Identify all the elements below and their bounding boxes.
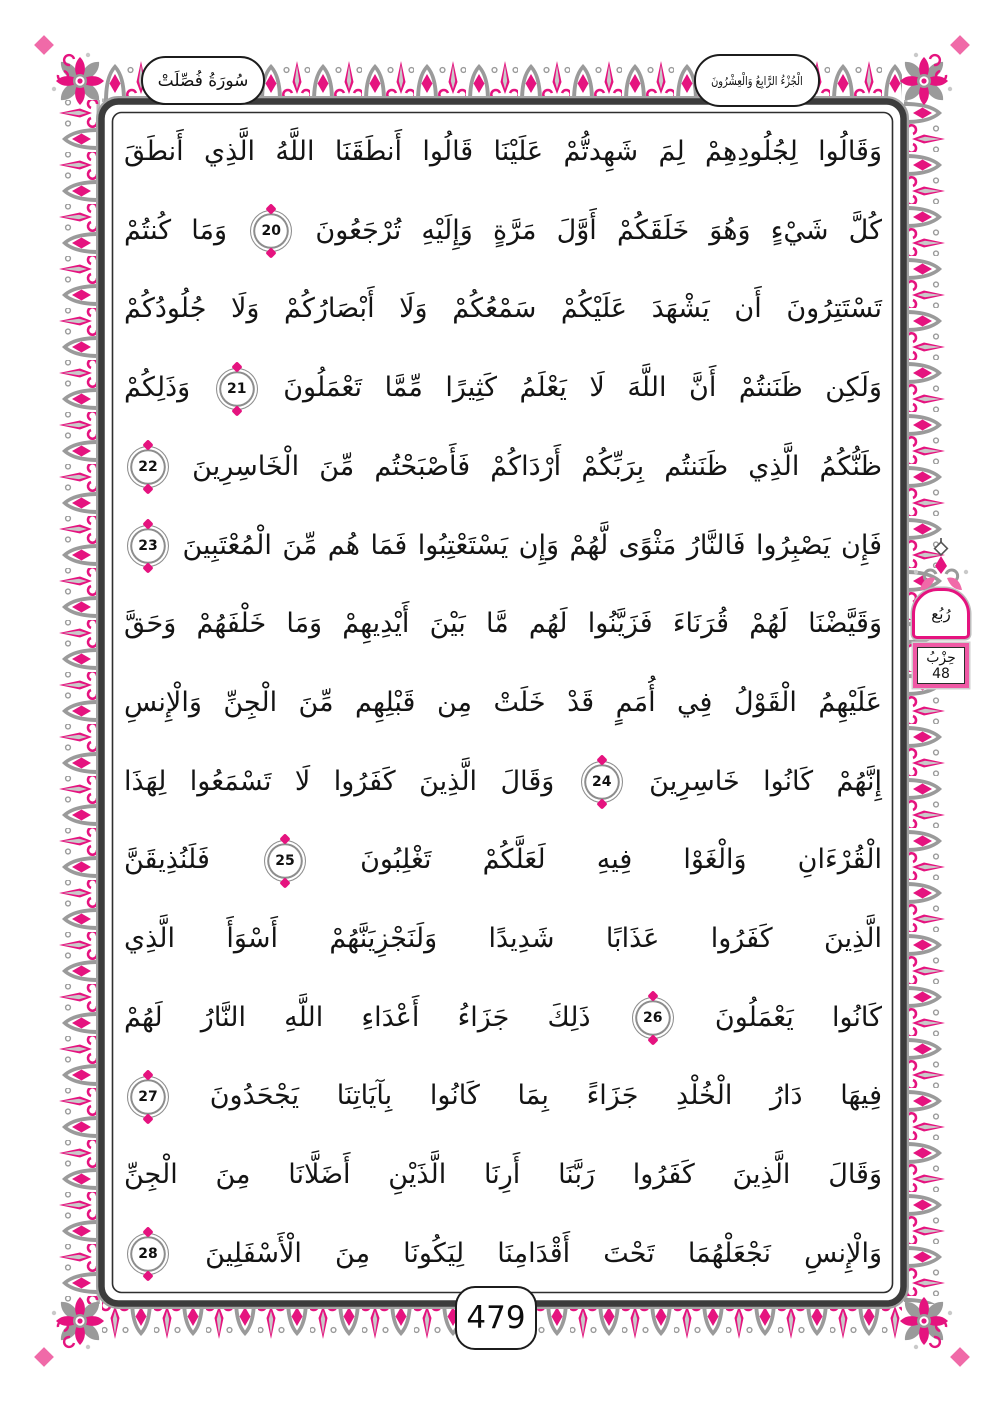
quran-line (124, 1058, 882, 1134)
border-right-band (904, 100, 951, 1304)
ayah-number-medallion (127, 446, 169, 488)
quran-line-text: وَقَالَ الَّذِينَ كَفَرُوا رَبَّنَا أَرِنَا الَّذَيْنِ أَضَلَّانَا مِنَ الْجِنِّ (124, 1159, 882, 1191)
juz-title-cartouche (694, 54, 820, 107)
quran-line-text: وَالْإِنسِ نَجْعَلْهُمَا تَحْتَ أَقْدَامِنَا لِيَكُونَا مِنَ الْأَسْفَلِينَ (205, 1237, 882, 1269)
quran-line (124, 744, 882, 820)
quran-line (124, 665, 882, 741)
hizb-number: 48 (932, 666, 950, 683)
quran-line-text: الْقُرْءَانِ وَالْغَوْا فِيهِ لَعَلَّكُمْ تَغْلِبُونَ (360, 844, 882, 876)
border-left-band (56, 100, 100, 1304)
quran-line-text: وَقَيَّضْنَا لَهُمْ قُرَنَاءَ فَزَيَّنُوا لَهُم مَّا بَيْنَ أَيْدِيهِمْ وَمَا خَلْفَهُمْ وَحَقَّ (124, 608, 882, 640)
quran-line-text: كَانُوا يَعْمَلُونَ (714, 1001, 882, 1033)
hizb-marker-box (917, 647, 965, 684)
ayah-number: 21 (226, 380, 247, 397)
quran-line (124, 193, 882, 269)
corner-ornament-bottom-left (34, 1297, 104, 1367)
quran-line-text: وَمَا كُنتُمْ (124, 214, 228, 246)
quran-line (124, 429, 882, 505)
quran-line-text: تَسْتَتِرُونَ أَن يَشْهَدَ عَلَيْكُمْ سَمْعُكُمْ وَلَا أَبْصَارُكُمْ وَلَا جُلُودُكُمْ (124, 293, 882, 325)
quran-line-text: ذَلِكَ جَزَاءُ أَعْدَاءِ اللَّهِ النَّارُ لَهُمْ (124, 1001, 591, 1033)
corner-ornament-top-right (900, 35, 970, 105)
ayah-number-medallion (127, 525, 169, 567)
quran-line-text: الَّذِينَ كَفَرُوا عَذَابًا شَدِيدًا وَلَنَجْزِيَنَّهُمْ أَسْوَأَ الَّذِي (124, 923, 882, 955)
quran-line (124, 350, 882, 426)
ayah-number: 22 (138, 459, 158, 476)
quran-line-text: فَلَنُذِيقَنَّ (124, 844, 210, 876)
quran-line-text: إِنَّهُمْ كَانُوا خَاسِرِينَ (649, 765, 882, 797)
quran-line-text: وَقَالُوا لِجُلُودِهِمْ لِمَ شَهِدتُّمْ عَلَيْنَا قَالُوا أَنطَقَنَا اللَّهُ الَّذِي أَنطَقَ (124, 136, 882, 167)
quran-line (124, 271, 882, 347)
quran-line-text: كُلَّ شَيْءٍ وَهُوَ خَلَقَكُمْ أَوَّلَ مَرَّةٍ وَإِلَيْهِ تُرْجَعُونَ (315, 214, 882, 246)
corner-ornament-top-left (34, 35, 104, 105)
quran-line (124, 508, 882, 584)
ayah-number-medallion (581, 761, 623, 803)
ayah-number-medallion (127, 1233, 169, 1275)
ayah-number: 23 (138, 538, 158, 555)
rub-marker-dome (912, 588, 970, 639)
quran-line-text: وَقَالَ الَّذِينَ كَفَرُوا لَا تَسْمَعُوا لِهَذَا (124, 765, 555, 797)
quran-line-text: فَإِن يَصْبِرُوا فَالنَّارُ مَثْوًى لَّهُمْ وَإِن يَسْتَعْتِبُوا فَمَا هُم مِّنَ الْمُعْتَبِينَ (182, 529, 882, 561)
corner-ornament-bottom-right (900, 1297, 970, 1367)
quran-line-text: ظَنُّكُمُ الَّذِي ظَنَنتُم بِرَبِّكُمْ أَرْدَاكُمْ فَأَصْبَحْتُم مِّنَ الْخَاسِرِينَ (192, 450, 882, 482)
quran-line-text: وَلَكِن ظَنَنتُمْ أَنَّ اللَّهَ لَا يَعْلَمُ كَثِيرًا مِّمَّا تَعْمَلُونَ (283, 372, 882, 404)
ayah-number: 27 (138, 1088, 158, 1105)
quran-line (124, 586, 882, 662)
quran-line (124, 822, 882, 898)
ayah-number-medallion (264, 840, 306, 882)
rub-hizb-marker (907, 538, 975, 684)
quran-line (124, 1216, 882, 1292)
page-number: 479 (466, 1300, 526, 1336)
surah-title-cartouche (141, 56, 265, 105)
juz-title: الْجُزْءُ الرَّابِعُ وَالْعِشْرُونَ (711, 73, 803, 88)
quran-line-text: فِيهَا دَارُ الْخُلْدِ جَزَاءً بِمَا كَانُوا بِآيَاتِنَا يَجْحَدُونَ (209, 1080, 882, 1112)
ayah-number-medallion (632, 997, 674, 1039)
ayah-number-medallion (216, 368, 258, 410)
page-number-capsule (455, 1286, 537, 1350)
ayah-number: 26 (643, 1010, 663, 1027)
ayah-number: 25 (275, 852, 295, 869)
quran-line (124, 1137, 882, 1213)
quran-line-text: عَلَيْهِمُ الْقَوْلُ فِي أُمَمٍ قَدْ خَلَتْ مِن قَبْلِهِم مِّنَ الْجِنِّ وَالْإِنسِ (124, 686, 882, 718)
rub-label: رُبُع (931, 604, 951, 623)
ayah-number: 28 (138, 1246, 158, 1263)
ayah-number-medallion (127, 1076, 169, 1118)
ayah-number-medallion (250, 210, 292, 252)
quran-text-block (124, 114, 882, 1292)
quran-line-text: وَذَلِكُمْ (124, 372, 191, 404)
surah-title: سُورَةُ فُصِّلَتْ (157, 70, 249, 91)
ayah-number: 20 (261, 223, 281, 240)
marker-finial-icon (908, 538, 974, 594)
quran-line (124, 980, 882, 1056)
ayah-number: 24 (591, 774, 612, 791)
hizb-label: حِزْبُ (926, 650, 956, 666)
quran-line (124, 114, 882, 190)
quran-line (124, 901, 882, 977)
